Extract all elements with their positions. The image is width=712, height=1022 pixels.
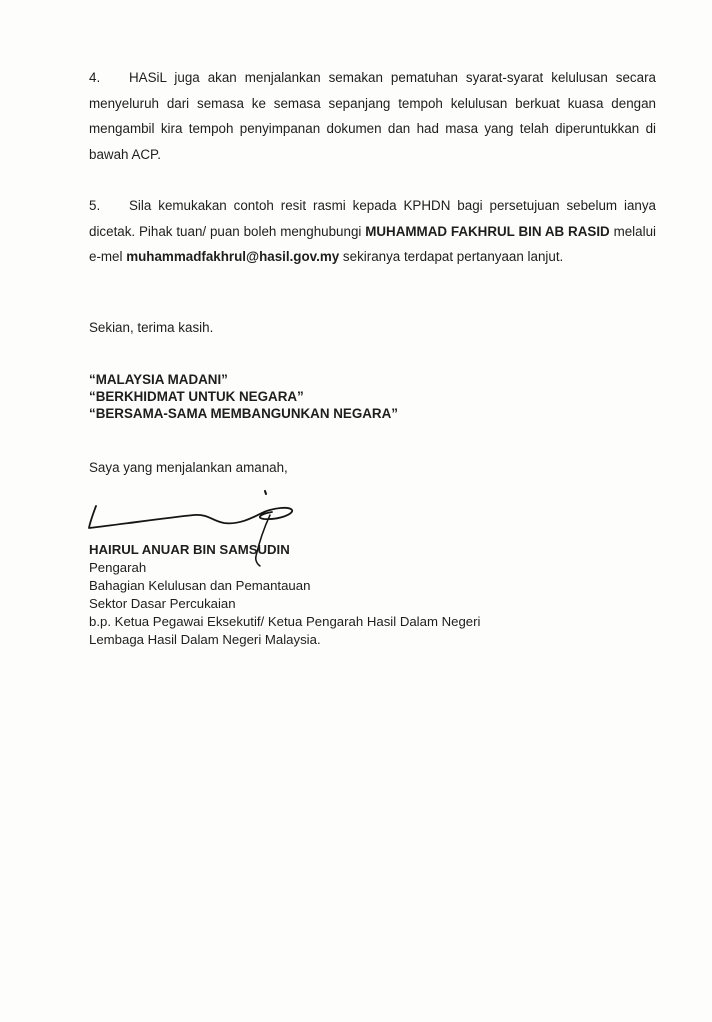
paragraph-5 xyxy=(89,193,656,270)
paragraph-4-number: 4. xyxy=(89,70,101,85)
paragraph-4-text: HASiL juga akan menjalankan semakan pematuhan syarat-syarat kelulusan secara menyeluruh dari semasa ke semasa sepanjang tempoh kelulusan berkuat kuasa dengan mengambil kira tempoh penyimpanan dokumen dan had masa yang telah diperuntukkan di bawah ACP. xyxy=(89,70,656,162)
contact-email: muhammadfakhrul@hasil.gov.my xyxy=(126,249,340,264)
trust-line: Saya yang menjalankan amanah, xyxy=(89,460,288,475)
motto-1: “MALAYSIA MADANI” xyxy=(89,372,228,387)
closing-line: Sekian, terima kasih. xyxy=(89,320,214,335)
paragraph-4 xyxy=(89,65,656,167)
signatory-name: HAIRUL ANUAR BIN SAMSUDIN xyxy=(89,542,290,557)
signatory-sector: Sektor Dasar Percukaian xyxy=(89,596,236,611)
contact-name: MUHAMMAD FAKHRUL BIN AB RASID xyxy=(365,223,610,239)
paragraph-5-text-before: Sila kemukakan contoh resit rasmi kepada KPHDN bagi persetujuan sebelum ianya dicetak. Pihak tuan/ puan boleh menghubungi xyxy=(89,198,656,239)
signatory-organization: Lembaga Hasil Dalam Negeri Malaysia. xyxy=(89,632,321,647)
signatory-block xyxy=(89,541,480,649)
signatory-division: Bahagian Kelulusan dan Pemantauan xyxy=(89,578,311,593)
motto-2: “BERKHIDMAT UNTUK NEGARA” xyxy=(89,389,304,404)
motto-3: “BERSAMA-SAMA MEMBANGUNKAN NEGARA” xyxy=(89,406,398,421)
paragraph-5-text-after: sekiranya terdapat pertanyaan lanjut. xyxy=(339,249,564,264)
paragraph-5-text-middle: melalui e-mel xyxy=(89,223,656,264)
signatory-position: Pengarah xyxy=(89,560,147,575)
signatory-on-behalf: b.p. Ketua Pegawai Eksekutif/ Ketua Pengarah Hasil Dalam Negeri xyxy=(89,614,481,629)
paragraph-5-number: 5. xyxy=(89,198,101,213)
